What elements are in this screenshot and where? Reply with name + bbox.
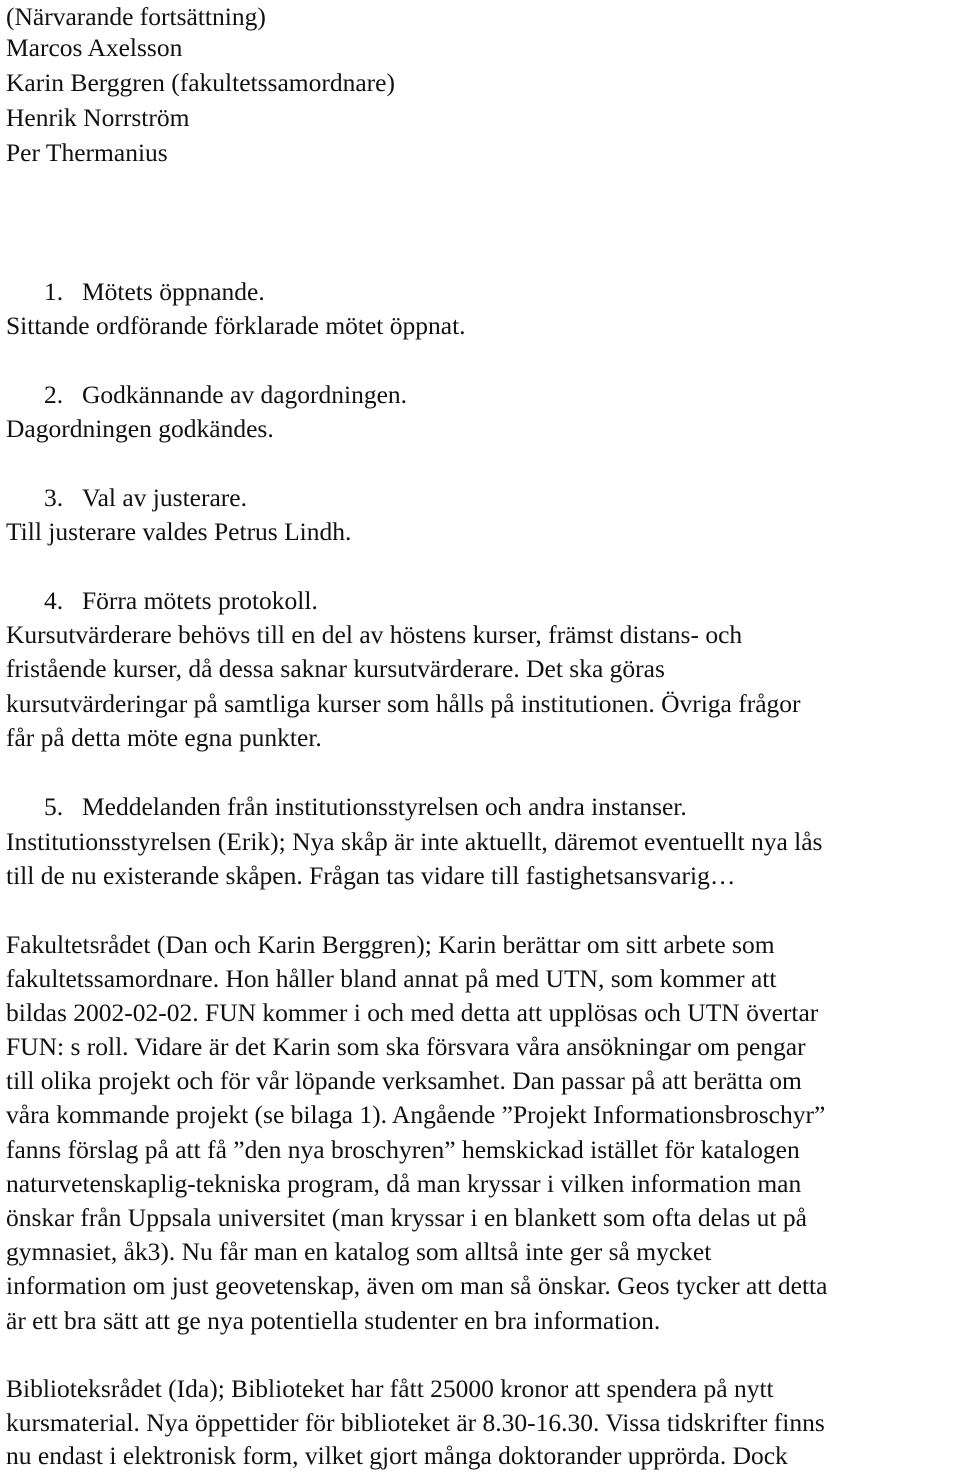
paragraph-line: våra kommande projekt (se bilaga 1). Angående ”Projekt Informationsbroschyr”	[6, 1100, 826, 1129]
paragraph-line: kursmaterial. Nya öppettider för biblioteket är 8.30-16.30. Vissa tidskrifter finns	[6, 1408, 825, 1437]
paragraph-line: till olika projekt och för vår löpande verksamhet. Dan passar på att berätta om	[6, 1066, 802, 1095]
agenda-item-heading	[6, 790, 687, 824]
agenda-item-heading	[6, 481, 247, 515]
paragraph-line: fakultetssamordnare. Hon håller bland annat på med UTN, som kommer att	[6, 964, 777, 993]
agenda-item-title: Mötets öppnande.	[82, 277, 265, 306]
agenda-item-title: Godkännande av dagordningen.	[82, 380, 408, 409]
attendee-name: Henrik Norrström	[6, 103, 190, 132]
agenda-item-number: 1.	[44, 277, 64, 306]
paragraph-line: önskar från Uppsala universitet (man kryssar i en blankett som ofta delas ut på	[6, 1203, 807, 1232]
attendee-name: Marcos Axelsson	[6, 33, 183, 62]
agenda-item-heading	[6, 584, 318, 618]
agenda-item-body: Dagordningen godkändes.	[6, 414, 274, 443]
agenda-item-body: Sittande ordförande förklarade mötet öppnat.	[6, 311, 466, 340]
agenda-item-body: kursutvärderingar på samtliga kurser som hålls på institutionen. Övriga frågor	[6, 689, 801, 718]
agenda-item-title: Förra mötets protokoll.	[82, 586, 318, 615]
agenda-item-heading	[6, 378, 407, 412]
attendee-name: Per Thermanius	[6, 138, 168, 167]
agenda-item-body: Institutionsstyrelsen (Erik); Nya skåp är inte aktuellt, däremot eventuellt nya lås	[6, 827, 823, 856]
agenda-item-heading	[6, 275, 265, 309]
agenda-item-body: fristående kurser, då dessa saknar kursutvärderare. Det ska göras	[6, 654, 665, 683]
agenda-item-number: 3.	[44, 483, 64, 512]
attendee-name: Karin Berggren (fakultetssamordnare)	[6, 68, 395, 97]
paragraph-line: fanns förslag på att få ”den nya broschyren” hemskickad istället för katalogen	[6, 1135, 800, 1164]
agenda-item-title: Meddelanden från institutionsstyrelsen och andra instanser.	[82, 792, 687, 821]
paragraph-line: bildas 2002-02-02. FUN kommer i och med detta att upplösas och UTN övertar	[6, 998, 819, 1027]
paragraph-line: naturvetenskaplig-tekniska program, då man kryssar i vilken information man	[6, 1169, 802, 1198]
paragraph-line: FUN: s roll. Vidare är det Karin som ska försvara våra ansökningar om pengar	[6, 1032, 806, 1061]
paragraph-line: nu endast i elektronisk form, vilket gjort många doktorander upprörda. Dock	[6, 1441, 788, 1470]
agenda-item-number: 2.	[44, 380, 64, 409]
agenda-item-body: till de nu existerande skåpen. Frågan tas vidare till fastighetsansvarig…	[6, 861, 736, 890]
paragraph-line: Biblioteksrådet (Ida); Biblioteket har fått 25000 kronor att spendera på nytt	[6, 1374, 774, 1403]
paragraph-line: information om just geovetenskap, även om man så önskar. Geos tycker att detta	[6, 1271, 828, 1300]
agenda-item-number: 5.	[44, 792, 64, 821]
agenda-item-title: Val av justerare.	[82, 483, 247, 512]
agenda-item-body: Kursutvärderare behövs till en del av höstens kurser, främst distans- och	[6, 620, 743, 649]
agenda-item-body: får på detta möte egna punkter.	[6, 723, 322, 752]
paragraph-line: är ett bra sätt att ge nya potentiella studenter en bra information.	[6, 1306, 661, 1335]
paragraph-line: gymnasiet, åk3). Nu får man en katalog som alltså inte ger så mycket	[6, 1237, 712, 1266]
agenda-item-body: Till justerare valdes Petrus Lindh.	[6, 517, 352, 546]
paragraph-line: Fakultetsrådet (Dan och Karin Berggren); Karin berättar om sitt arbete som	[6, 930, 775, 959]
attendance-header: (Närvarande fortsättning)	[6, 2, 266, 31]
agenda-item-number: 4.	[44, 586, 64, 615]
